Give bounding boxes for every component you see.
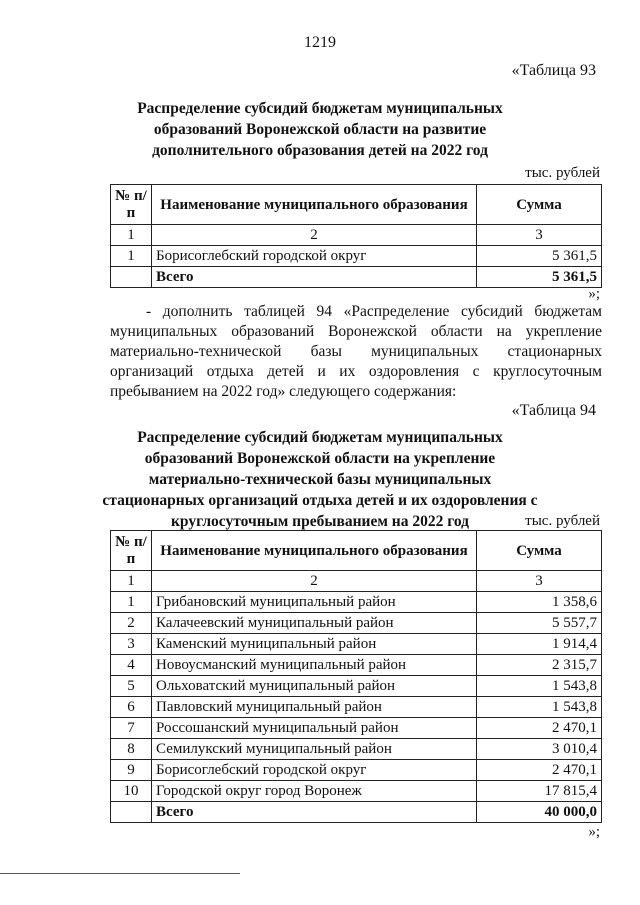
total-label: Всего [152, 802, 477, 823]
header-num: № п/п [111, 531, 152, 571]
header-sum: Сумма [477, 185, 602, 225]
header-name: Наименование муниципального образования [152, 185, 477, 225]
table-row [111, 676, 602, 697]
column-number-row [111, 571, 602, 592]
col-number: 3 [477, 571, 602, 592]
row-name: Новоусманский муниципальный район [152, 655, 477, 676]
row-sum: 2 470,1 [477, 760, 602, 781]
row-num: 6 [111, 697, 152, 718]
footnote-divider [0, 873, 240, 874]
table-row [111, 655, 602, 676]
table-row [111, 739, 602, 760]
table-row [111, 781, 602, 802]
table-row [111, 592, 602, 613]
row-name: Городской округ город Воронеж [152, 781, 477, 802]
table-row [111, 613, 602, 634]
row-num: 1 [111, 246, 152, 267]
table-93-unit: тыс. рублей [525, 165, 600, 181]
total-label: Всего [152, 267, 477, 288]
row-num: 9 [111, 760, 152, 781]
row-sum: 5 557,7 [477, 613, 602, 634]
row-num: 7 [111, 718, 152, 739]
col-number: 2 [152, 571, 477, 592]
total-sum: 40 000,0 [477, 802, 602, 823]
row-sum: 1 914,4 [477, 634, 602, 655]
row-sum: 5 361,5 [477, 246, 602, 267]
row-name: Павловский муниципальный район [152, 697, 477, 718]
table-row [111, 697, 602, 718]
row-name: Борисоглебский городской округ [152, 246, 477, 267]
row-name: Ольховатский муниципальный район [152, 676, 477, 697]
table-94-ref: «Таблица 94 [511, 402, 596, 419]
table-row [111, 718, 602, 739]
row-sum: 2 315,7 [477, 655, 602, 676]
row-name: Каменский муниципальный район [152, 634, 477, 655]
row-sum: 1 543,8 [477, 676, 602, 697]
row-num: 10 [111, 781, 152, 802]
table-94-closing: »; [588, 824, 600, 840]
header-num: № п/п [111, 185, 152, 225]
table-93-title: Распределение субсидий бюджетам муниципальных образований Воронежской области на развитие дополнительного образования детей на 2022 год [137, 100, 503, 159]
row-name: Грибановский муниципальный район [152, 592, 477, 613]
row-sum: 1 358,6 [477, 592, 602, 613]
row-name: Борисоглебский городской округ [152, 760, 477, 781]
row-name: Калачеевский муниципальный район [152, 613, 477, 634]
table-row [111, 760, 602, 781]
table-row [111, 246, 602, 267]
row-name: Семилукский муниципальный район [152, 739, 477, 760]
col-number: 3 [477, 225, 602, 246]
total-row [111, 267, 602, 288]
row-sum: 3 010,4 [477, 739, 602, 760]
column-number-row [111, 225, 602, 246]
header-sum: Сумма [477, 531, 602, 571]
page-number: 1219 [304, 34, 336, 51]
col-number: 2 [152, 225, 477, 246]
row-num: 3 [111, 634, 152, 655]
table-93-closing: »; [588, 286, 600, 302]
amendment-paragraph: - дополнить таблицей 94 «Распределение субсидий бюджетам муниципальных образований Воронежской области на укрепление материально-технической базы муниципальных стационарных организаций отдыха детей и их оздоровления с круглосуточным пребыванием на 2022 год» следующего содержания: [110, 303, 602, 400]
table-row [111, 634, 602, 655]
row-num: 1 [111, 592, 152, 613]
total-sum: 5 361,5 [477, 267, 602, 288]
table-93 [110, 184, 602, 288]
total-num-cell [111, 267, 152, 288]
row-num: 5 [111, 676, 152, 697]
table-93-ref: «Таблица 93 [511, 62, 596, 79]
col-number: 1 [111, 571, 152, 592]
table-94-unit: тыс. рублей [525, 513, 600, 529]
row-name: Россошанский муниципальный район [152, 718, 477, 739]
header-name: Наименование муниципального образования [152, 531, 477, 571]
row-num: 2 [111, 613, 152, 634]
total-num-cell [111, 802, 152, 823]
row-num: 4 [111, 655, 152, 676]
row-sum: 1 543,8 [477, 697, 602, 718]
row-sum: 17 815,4 [477, 781, 602, 802]
col-number: 1 [111, 225, 152, 246]
row-num: 8 [111, 739, 152, 760]
total-row [111, 802, 602, 823]
row-sum: 2 470,1 [477, 718, 602, 739]
table-94 [110, 530, 602, 823]
table-94-title: Распределение субсидий бюджетам муниципальных образований Воронежской области на укрепление материально-технической базы муниципальных стационарных организаций отдыха детей и их оздоровления с круглосуточным пребыванием на 2022 год [102, 429, 538, 530]
